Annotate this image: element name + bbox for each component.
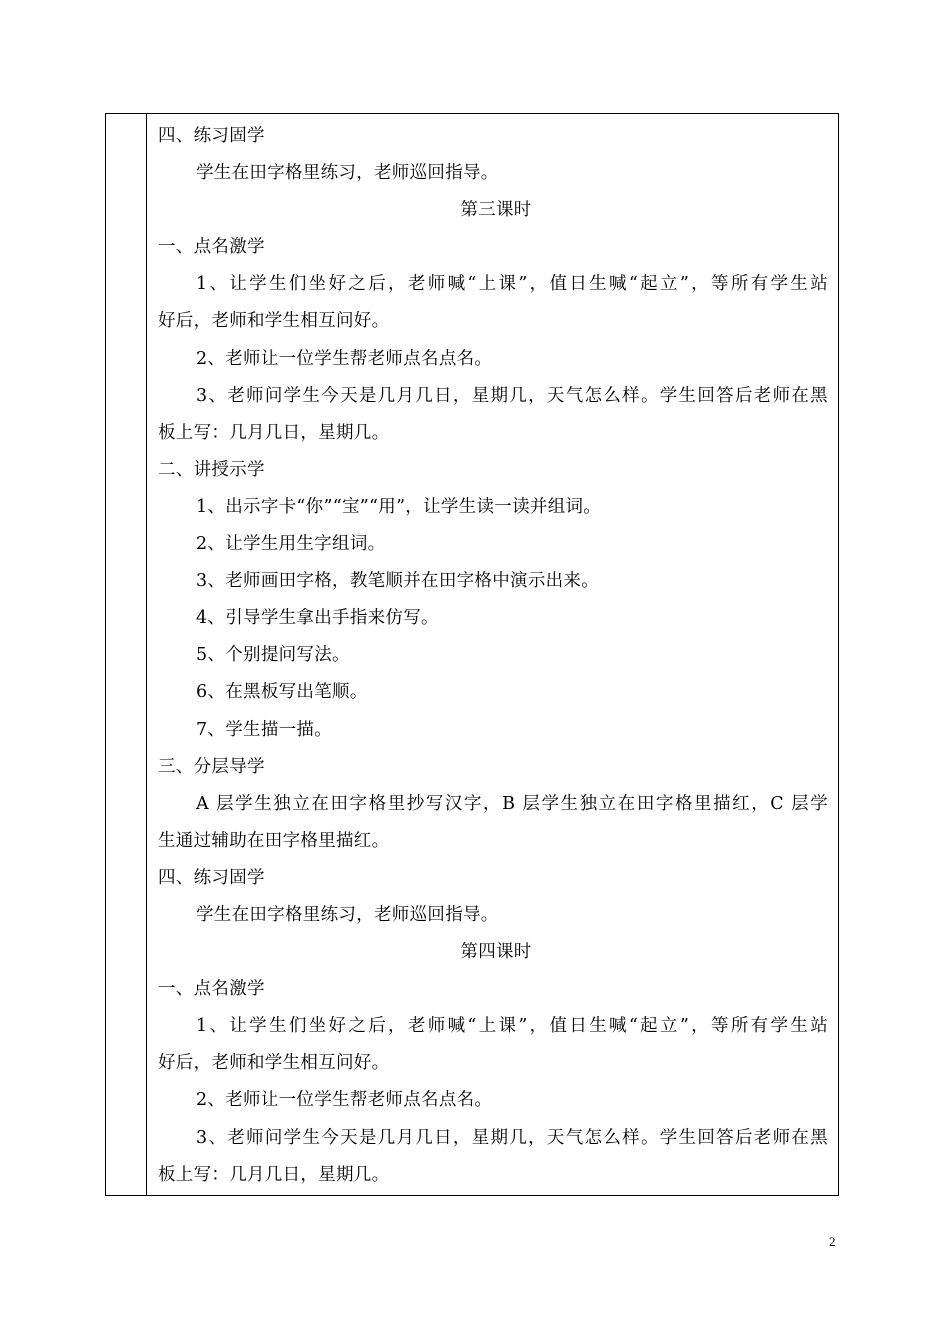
paragraph-line: 1、出示字卡“你”“宝”“用”，让学生读一读并组词。: [196, 496, 602, 517]
section-heading: 一、点名激学: [158, 237, 265, 258]
paragraph-line: 学生在田字格里练习，老师巡回指导。: [196, 163, 499, 184]
paragraph-line: 1、让学生们坐好之后，老师喊“上课”，值日生喊“起立”，等所有学生站: [196, 1016, 828, 1037]
section-heading: 三、分层导学: [158, 756, 265, 777]
paragraph-line: 板上写：几月几日，星期几。: [158, 422, 390, 443]
page-number: 2: [829, 1234, 836, 1249]
section-heading: 一、点名激学: [158, 979, 265, 1000]
paragraph-line: 3、老师画田字格，教笔顺并在田字格中演示出来。: [196, 571, 600, 592]
section-heading: 二、讲授示学: [158, 459, 265, 480]
lesson-plan-table: [105, 113, 839, 1196]
lesson-title: 第四课时: [460, 942, 532, 963]
section-heading: 四、练习固学: [158, 867, 265, 888]
paragraph-line: 好后，老师和学生相互问好。: [158, 1053, 390, 1074]
paragraph-line: 2、让学生用生字组词。: [196, 534, 386, 555]
paragraph-line: 3、老师问学生今天是几月几日，星期几，天气怎么样。学生回答后老师在黑: [196, 385, 828, 406]
paragraph-line: 6、在黑板写出笔顺。: [196, 682, 368, 703]
paragraph-line: 好后，老师和学生相互问好。: [158, 311, 390, 332]
section-heading: 四、练习固学: [158, 126, 265, 146]
paragraph-line: 板上写：几月几日，星期几。: [158, 1164, 390, 1185]
table-content-cell: [148, 114, 838, 1195]
paragraph-line: 4、引导学生拿出手指来仿写。: [196, 608, 439, 629]
paragraph-line: 3、老师问学生今天是几月几日，星期几，天气怎么样。学生回答后老师在黑: [196, 1127, 828, 1148]
paragraph-line: 1、让学生们坐好之后，老师喊“上课”，值日生喊“起立”，等所有学生站: [196, 274, 828, 295]
paragraph-line: 学生在田字格里练习，老师巡回指导。: [196, 904, 499, 925]
table-left-column: [106, 114, 147, 1195]
paragraph-line: A 层学生独立在田字格里抄写汉字，B 层学生独立在田字格里描红，C 层学: [196, 793, 828, 814]
paragraph-line: 5、个别提问写法。: [196, 645, 350, 666]
paragraph-line: 2、老师让一位学生帮老师点名点名。: [196, 1090, 493, 1111]
paragraph-line: 2、老师让一位学生帮老师点名点名。: [196, 348, 493, 369]
paragraph-line: 7、学生描一描。: [196, 719, 333, 740]
paragraph-line: 生通过辅助在田字格里描红。: [158, 830, 390, 851]
lesson-title: 第三课时: [460, 200, 532, 221]
